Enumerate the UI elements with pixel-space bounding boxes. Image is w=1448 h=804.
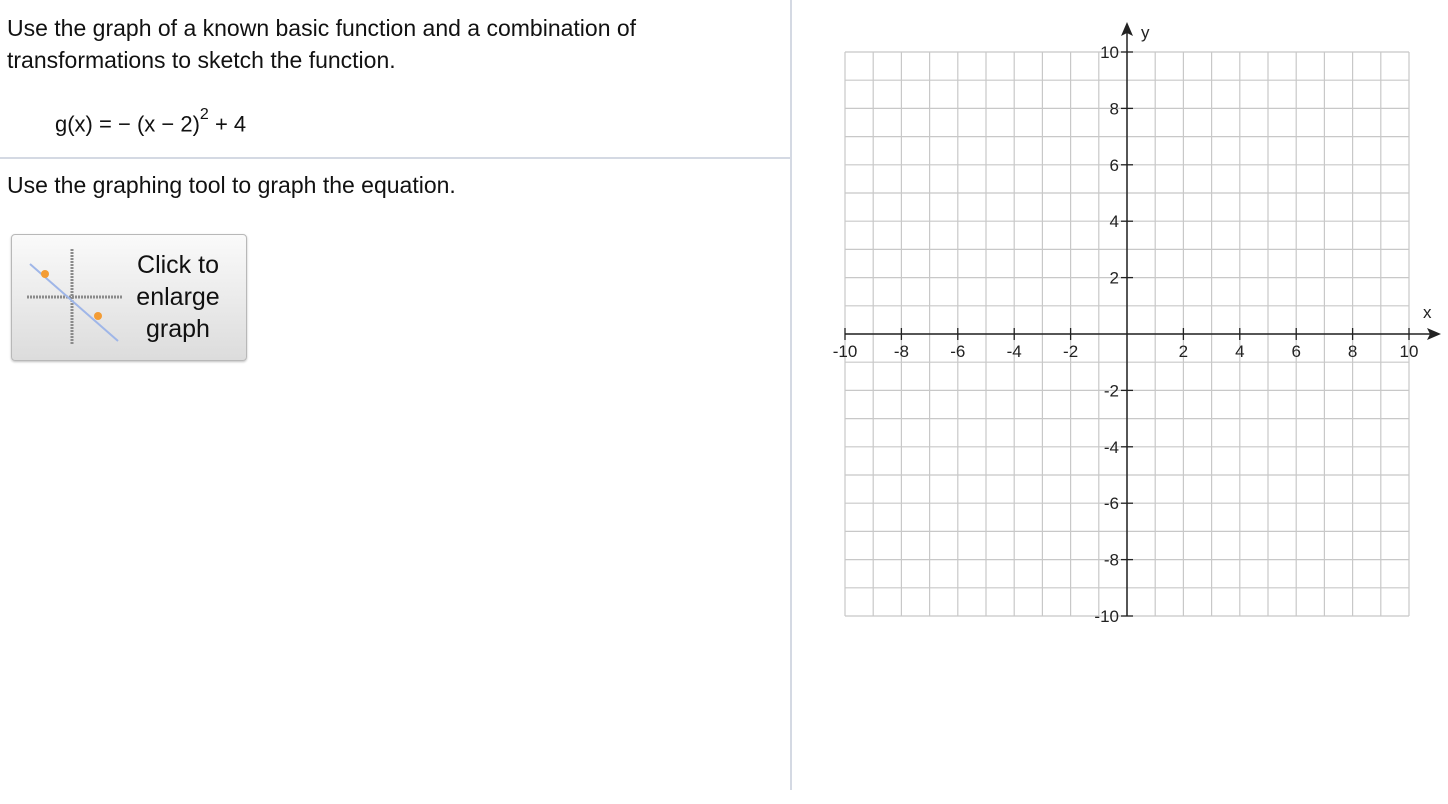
enlarge-label-line-3: graph	[146, 315, 210, 343]
enlarge-label-line-2: enlarge	[136, 283, 220, 311]
x-tick-label: 4	[1235, 342, 1245, 361]
enlarge-graph-button[interactable]	[11, 234, 247, 361]
x-tick-label: -4	[1006, 342, 1022, 361]
x-tick-label: 6	[1291, 342, 1301, 361]
y-tick-label: -6	[1103, 494, 1119, 514]
instruction-line-2: transformations to sketch the function.	[7, 47, 396, 73]
x-tick-label: -2	[1063, 342, 1079, 361]
equation-base: (x − 2)	[136, 111, 200, 137]
y-tick-label: 8	[1109, 99, 1119, 119]
graph-thumbnail-icon	[24, 247, 126, 347]
enlarge-label-line-1: Click to	[137, 251, 219, 279]
y-tick-label: 10	[1100, 43, 1119, 62]
equation-exponent: 2	[199, 106, 209, 123]
section-divider	[0, 157, 790, 159]
y-tick-label: -8	[1103, 550, 1119, 570]
equation-lhs: g(x) = −	[55, 111, 131, 137]
x-axis-label: x	[1423, 303, 1432, 322]
y-tick-label: 4	[1109, 212, 1119, 232]
y-tick-label: -4	[1103, 437, 1119, 457]
x-tick-label: -10	[832, 342, 858, 361]
x-tick-label: 8	[1347, 342, 1358, 361]
x-tick-label: -6	[950, 342, 966, 361]
question-instructions	[7, 12, 636, 76]
x-tick-label: 10	[1399, 342, 1419, 361]
coordinate-plane[interactable]	[820, 10, 1448, 640]
coordinate-plane-svg[interactable]	[820, 10, 1448, 640]
y-tick-label: -2	[1103, 381, 1119, 401]
y-tick-label: 6	[1109, 155, 1119, 175]
y-axis-label: y	[1141, 23, 1150, 42]
function-equation	[55, 106, 247, 137]
pane-divider	[790, 0, 792, 790]
x-tick-label: -8	[893, 342, 909, 361]
graphing-prompt: Use the graphing tool to graph the equation.	[7, 172, 456, 198]
x-tick-label: 2	[1178, 342, 1189, 361]
instruction-line-1: Use the graph of a known basic function and a combination of	[7, 15, 637, 41]
y-tick-label: -10	[1094, 607, 1119, 626]
equation-tail: + 4	[214, 111, 247, 137]
y-tick-label: 2	[1109, 268, 1119, 288]
enlarge-graph-label	[124, 249, 232, 345]
